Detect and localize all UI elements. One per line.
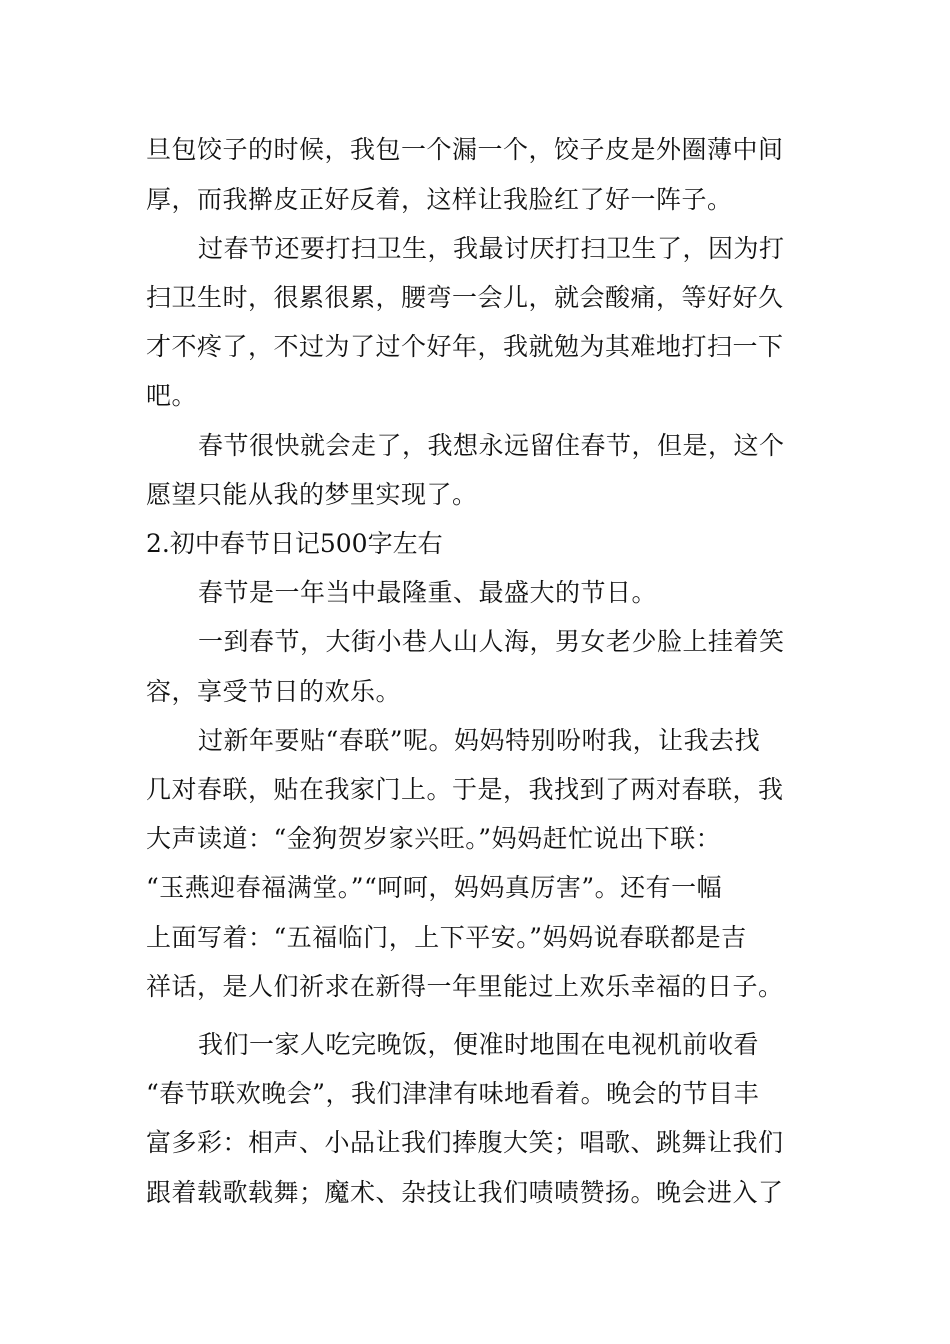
text-line: 才不疼了，不过为了过个好年，我就勉为其难地打扫一下	[146, 332, 784, 361]
text-line: 厚，而我擀皮正好反着，这样让我脸红了好一阵子。	[146, 185, 733, 214]
paragraph-start: 过新年要贴“春联”呢。妈妈特别吩咐我，让我去找	[198, 726, 761, 755]
section-heading: 2.初中春节日记500字左右	[146, 529, 443, 558]
text-line: 几对春联，贴在我家门上。于是，我找到了两对春联，我	[146, 775, 784, 804]
text-line: 吧。	[146, 381, 198, 410]
paragraph-start: 春节是一年当中最隆重、最盛大的节日。	[198, 578, 658, 607]
text-line: 上面写着：“五福临门，上下平安。”妈妈说春联都是吉	[146, 923, 747, 952]
text-line: 扫卫生时，很累很累，腰弯一会儿，就会酸痛，等好好久	[146, 283, 784, 312]
text-line: 容，享受节日的欢乐。	[146, 677, 402, 706]
text-line: “玉燕迎春福满堂。”“呵呵，妈妈真厉害”。还有一幅	[146, 873, 723, 902]
paragraph-start: 我们一家人吃完晚饭，便准时地围在电视机前收看	[198, 1030, 760, 1059]
paragraph-start: 一到春节，大街小巷人山人海，男女老少脸上挂着笑	[198, 627, 785, 656]
text-line: 旦包饺子的时候，我包一个漏一个，饺子皮是外圈薄中间	[146, 135, 784, 164]
paragraph-start: 过春节还要打扫卫生，我最讨厌打扫卫生了，因为打	[198, 234, 785, 263]
text-line: 富多彩：相声、小品让我们捧腹大笑；唱歌、跳舞让我们	[146, 1128, 784, 1157]
text-line: 大声读道：“金狗贺岁家兴旺。”妈妈赶忙说出下联：	[146, 824, 722, 853]
paragraph-start: 春节很快就会走了，我想永远留住春节，但是，这个	[198, 431, 785, 460]
text-line: 跟着载歌载舞；魔术、杂技让我们啧啧赞扬。晚会进入了	[146, 1178, 784, 1207]
text-line: 祥话，是人们祈求在新得一年里能过上欢乐幸福的日子。	[146, 972, 784, 1001]
text-line: 愿望只能从我的梦里实现了。	[146, 480, 478, 509]
text-line: “春节联欢晚会”，我们津津有味地看着。晚会的节目丰	[146, 1079, 760, 1108]
